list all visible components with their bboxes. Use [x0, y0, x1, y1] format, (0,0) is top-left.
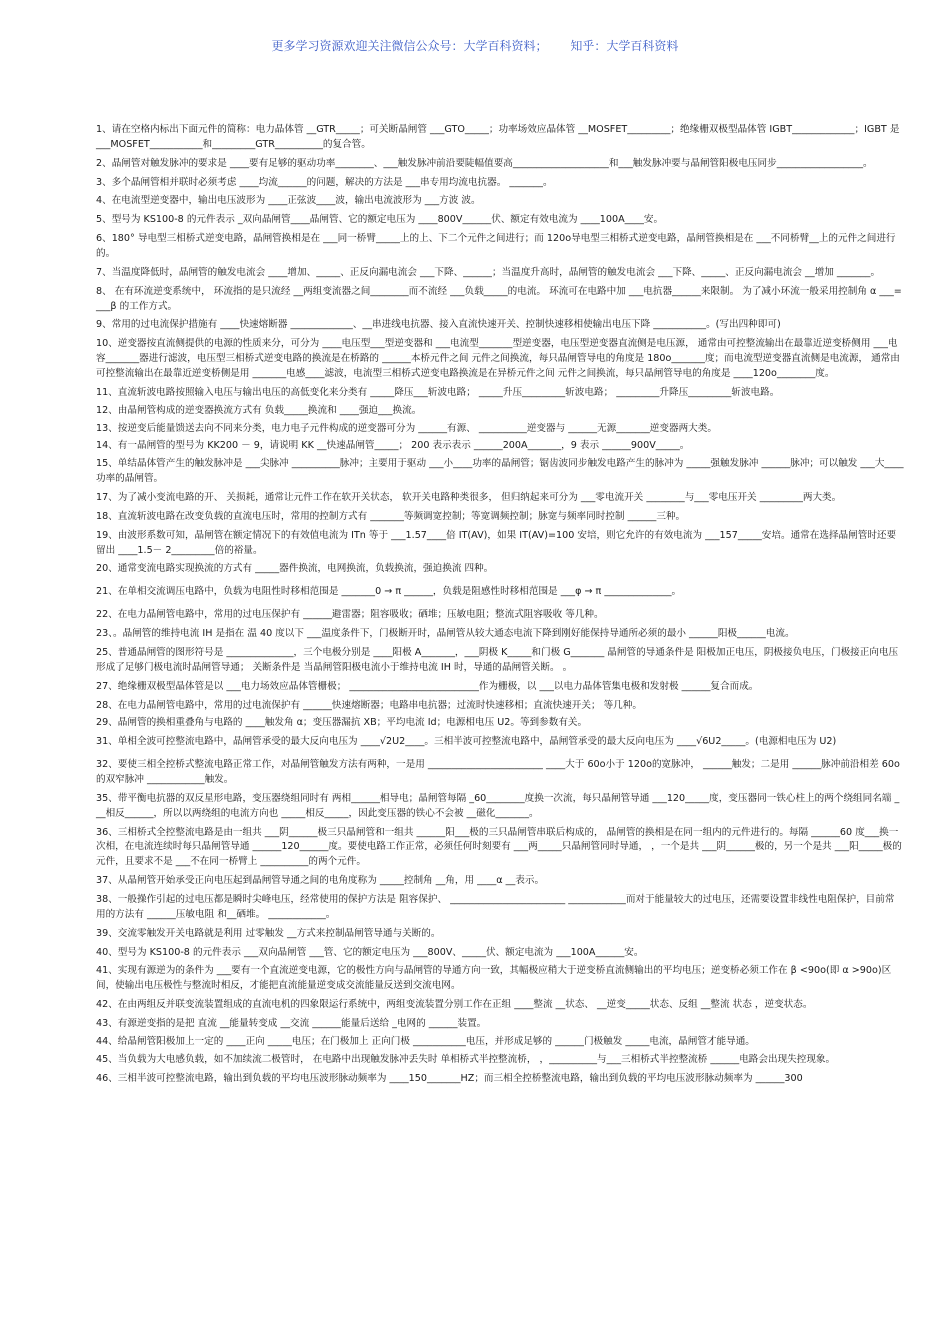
question-43: 43、有源逆变指的是把 直流 __能量转变成 __交流 ______能量后送给 _电网的 ______装置。 [96, 1017, 487, 1029]
question-2: 2、晶闸管对触发脉冲的要求是 ____要有足够的驱动功率________、___触发脉冲前沿要陡幅值要高____________________和___触发脉冲要与晶闸管阳极电压同步__________________。 [96, 157, 873, 169]
question-12: 12、由晶闸管构成的逆变器换流方式有 负载_____换流和 ____强迫___换流。 [96, 404, 422, 416]
question-17: 17、为了减小变流电路的开、 关损耗，通常让元件工作在软开关状态， 软开关电路种类很多， 但归纳起来可分为 ___零电流开关 ________与___零电压开关 _________两大类。 [96, 492, 842, 504]
question-10: 10、逆变器按直流侧提供的电源的性质来分，可分为 ____电压型___型逆变器和 ___电流型_______型逆变器，电压型逆变器直流侧是电压源， 通常由可控整流输出在最靠近逆变桥侧用 ___电容_______器进行滤波，电压型三相桥式逆变电路的换流是在桥路的 ______本桥元件之间 元件之间换流，每只晶闸管导电的角度是 180o_______度；而电流型逆变器直流侧是电流源， 通常由可控整流输出在最靠近逆变桥侧是用 _______电感____滤波，电流型三相桥式逆变电路换流是在异桥元件之间 元件之间换流，每只晶闸管导电的角度是 ____120o________度。 [96, 338, 900, 380]
question-11: 11、直流斩波电路按照输入电压与输出电压的高低变化来分类有 _____降压___斩波电路； _____升压_________斩波电路； _________升降压_________斩波电路。 [96, 386, 780, 398]
wechat-zhihu-header: 更多学习资源欢迎关注微信公众号：大学百科资料； 知乎：大学百科资料 [271, 39, 679, 53]
question-22: 22、在电力晶闸管电路中，常用的过电压保护有 ______避雷器；阻容吸收；硒堆；压敏电阻；整流式阻容吸收 等几种。 [96, 609, 604, 621]
question-23: 23、。晶闸管的维持电流 IH 是指在 温 40 度以下 ___温度条件下，门极断开时，晶闸管从较大通态电流下降到刚好能保持导通所必须的最小 ______阳极______电流。 [96, 628, 795, 640]
question-42: 42、在由两组反并联变流装置组成的直流电机的四象限运行系统中，两组变流装置分别工作在正组 ____整流 __状态、 __逆变_____状态、反组 __整流 状态 ，逆变状态。 [96, 999, 813, 1011]
question-29: 29、晶闸管的换相重叠角与电路的 ____触发角 α；变压器漏抗 XB；平均电流 Id；电源相电压 U2。等到参数有关。 [96, 717, 588, 729]
question-list [96, 123, 904, 1090]
question-44: 44、给晶闸管阳极加上一定的 ____正向 _____电压；在门极加上 正向门极 ___________电压，并形成足够的 ______门极触发 _____电流，晶闸管才能导通。 [96, 1035, 755, 1047]
question-38: 38、一般操作引起的过电压都是瞬时尖峰电压，经常使用的保护方法是 阻容保护、 ________________________ ____________而对于能量较大的过电压，还需要设置非线性电阻保护，目前常用的方法有 ______压敏电阻 和__硒堆。 ____________。 [96, 893, 895, 920]
question-4: 4、在电流型逆变器中，输出电压波形为 ____正弦波____波，输出电流波形为 ___方波 波。 [96, 195, 481, 207]
question-7: 7、当温度降低时，晶闸管的触发电流会 ____增加、_____、正反向漏电流会 ___下降、______；当温度升高时，晶闸管的触发电流会 ___下降、_____、正反向漏电流会 __增加 _______。 [96, 266, 881, 278]
question-37: 37、从晶闸管开始承受正向电压起到晶闸管导通之间的电角度称为 _____控制角 __角，用 ____α __表示。 [96, 875, 545, 887]
question-15: 15、单结晶体管产生的触发脉冲是 ___尖脉冲 __________脉冲；主要用于驱动 ___小____功率的晶闸管；锯齿波同步触发电路产生的脉冲为 _____强触发脉冲 ______脉冲；可以触发 ___大____功率的晶闸管。 [96, 458, 904, 485]
question-25: 25、普通晶闸管的图形符号是 ______________，三个电极分别是 ____阳极 A_______，___阴极 K_____和门极 G_______ 晶闸管的导通条件是 阳极加正电压，阴极接负电压，门极接正向电压形成了足够门极电流时晶闸管导通； 关断条件是 当晶闸管阳极电流小于维持电流 IH 时，导通的晶闸管关断。 。 [96, 646, 899, 673]
question-21: 21、在单相交流调压电路中，负载为电阻性时移相范围是 _______0 → π ______，负载是阻感性时移相范围是 ___φ → π ______________。 [96, 586, 682, 598]
question-45: 45、当负载为大电感负载，如不加续流二极管时， 在电路中出现触发脉冲丢失时 单相桥式半控整流桥， ，__________与___三相桥式半控整流桥 ______电路会出现失控现象。 [96, 1053, 836, 1065]
question-41: 41、实现有源逆为的条件为 ___要有一个直流逆变电源，它的极性方向与晶闸管的导通方向一致，其幅极应稍大于逆变桥直流侧输出的平均电压；逆变桥必须工作在 β <90o(即 α >90o)区间，使输出电压极性与整流时相反，才能把直流能量逆变成交流能量反送到交流电网。 [96, 965, 892, 992]
question-39: 39、交流零触发开关电路就是利用 过零触发 __方式来控制晶闸管导通与关断的。 [96, 927, 441, 939]
question-5: 5、型号为 KS100-8 的元件表示 _双向晶闸管____晶闸管、它的额定电压为 ____800V______伏、额定有效电流为 ____100A____安。 [96, 214, 664, 226]
question-46: 46、三相半波可控整流电路，输出到负载的平均电压波形脉动频率为 ____150_______HZ；而三相全控桥整流电路，输出到负载的平均电压波形脉动频率为 ______300 [96, 1072, 803, 1084]
question-20: 20、通常变流电路实现换流的方式有 _____器件换流，电网换流，负载换流，强迫换流 四种。 [96, 563, 494, 575]
question-35: 35、带平衡电抗器的双反星形电路，变压器绕组同时有 两相______相导电；晶闸管每隔 _60________度换一次流，每只晶闸管导通 ___120_____度，变压器同一铁心柱上的两个绕组同名端 ___相反______，所以以两绕组的电流方向也 _____相反_____，因此变压器的铁心不会被 __磁化_______。 [96, 792, 900, 819]
question-6: 6、180° 导电型三相桥式逆变电路，晶闸管换相是在 ___同一桥臂_____上的上、下二个元件之间进行；而 120o导电型三相桥式逆变电路，晶闸管换相是在 ___不同桥臂__上的元件之间进行的。 [96, 233, 896, 260]
question-40: 40、型号为 KS100-8 的元件表示 ___双向晶闸管 ___管、它的额定电压为 ___800V、_____伏、额定电流为 ___100A______安。 [96, 946, 644, 958]
question-32: 32、要使三相全控桥式整流电路正常工作，对晶闸管触发方法有两种，一是用 ________________________ ____大于 60o小于 120o的宽脉冲， ______触发；二是用 ______脉冲前沿相差 60o的双窄脉冲 ____________触发。 [96, 759, 900, 785]
question-8: 8、 在有环流逆变系统中， 环流指的是只流经 __两组变流器之间________而不流经 ___负载_____的电流。 环流可在电路中加 ___电抗器______来限制。 为了减小环流一般采用控制角 α ___=___β 的工作方式。 [96, 285, 902, 312]
question-13: 13、按逆变后能量馈送去向不同来分类，电力电子元件构成的逆变器可分为 ______有源、 __________逆变器与 ______无源_______逆变器两大类。 [96, 422, 717, 434]
question-3: 3、多个晶闸管相并联时必须考虑 ____均流______的问题，解决的方法是 ___串专用均流电抗器。 _______。 [96, 176, 553, 188]
question-1: 1、请在空格内标出下面元件的简称：电力晶体管 __GTR_____；可关断晶闸管 ___GTO_____；功率场效应晶体管 __MOSFET_________；绝缘栅双极型晶体管 IGBT_____________；IGBT 是___MOSFET___________和_________GTR__________的复合管。 [96, 124, 900, 150]
question-9: 9、常用的过电流保护措施有 ____快速熔断器 _____________、__串进线电抗器、接入直流快速开关、控制快速移相使输出电压下降 ___________。(写出四种即可) [96, 319, 781, 331]
question-18: 18、直流斩波电路在改变负载的直流电压时，常用的控制方式有 _______等频调宽控制；等宽调频控制；脉宽与频率同时控制 ______三种。 [96, 510, 686, 522]
question-28: 28、在电力晶闸管电路中，常用的过电流保护有 ______快速熔断器；电路串电抗器；过流时快速移相；直流快速开关； 等几种。 [96, 699, 642, 711]
question-36: 36、三相桥式全控整流电路是由一组共 ___阴______极三只晶闸管和一组共 ______阳___极的三只晶闸管串联后构成的， 晶闸管的换相是在同一组内的元件进行的。每隔 ______60 度___换一次相，在电流连续时每只晶闸管导通 ______120______度。要使电路工作正常，必须任何时刻要有 ___两_____只晶闸管同时导通， ，一个是共 ___阴______极的，另一个是共 ___阳_____极的元件，且要求不是 ___不在同一桥臂上 __________的两个元件。 [96, 826, 902, 868]
question-19: 19、由波形系数可知，晶闸管在额定情况下的有效值电流为 ITn 等于 ___1.57____倍 IT(AV)，如果 IT(AV)=100 安培，则它允许的有效电流为 ___157_____安培。通常在选择晶闸管时还要留出 ____1.5－ 2_________倍的裕量。 [96, 529, 897, 556]
question-31: 31、单相全波可控整流电路中，晶闸管承受的最大反向电压为 ____√2U2____。三相半波可控整流电路中，晶闸管承受的最大反向电压为 ____√6U2_____。(电源相电压为 U2) [96, 736, 837, 748]
question-27: 27、绝缘栅双极型晶体管是以 ___电力场效应晶体管栅极； ___________________________作为栅极，以 ___以电力晶体管集电极和发射极 ______复合而成。 [96, 680, 759, 692]
question-14: 14、有一晶闸管的型号为 KK200 － 9，请说明 KK __快速晶闸管_____； 200 表示表示 ______200A_______，9 表示 ______900V_____。 [96, 440, 690, 452]
